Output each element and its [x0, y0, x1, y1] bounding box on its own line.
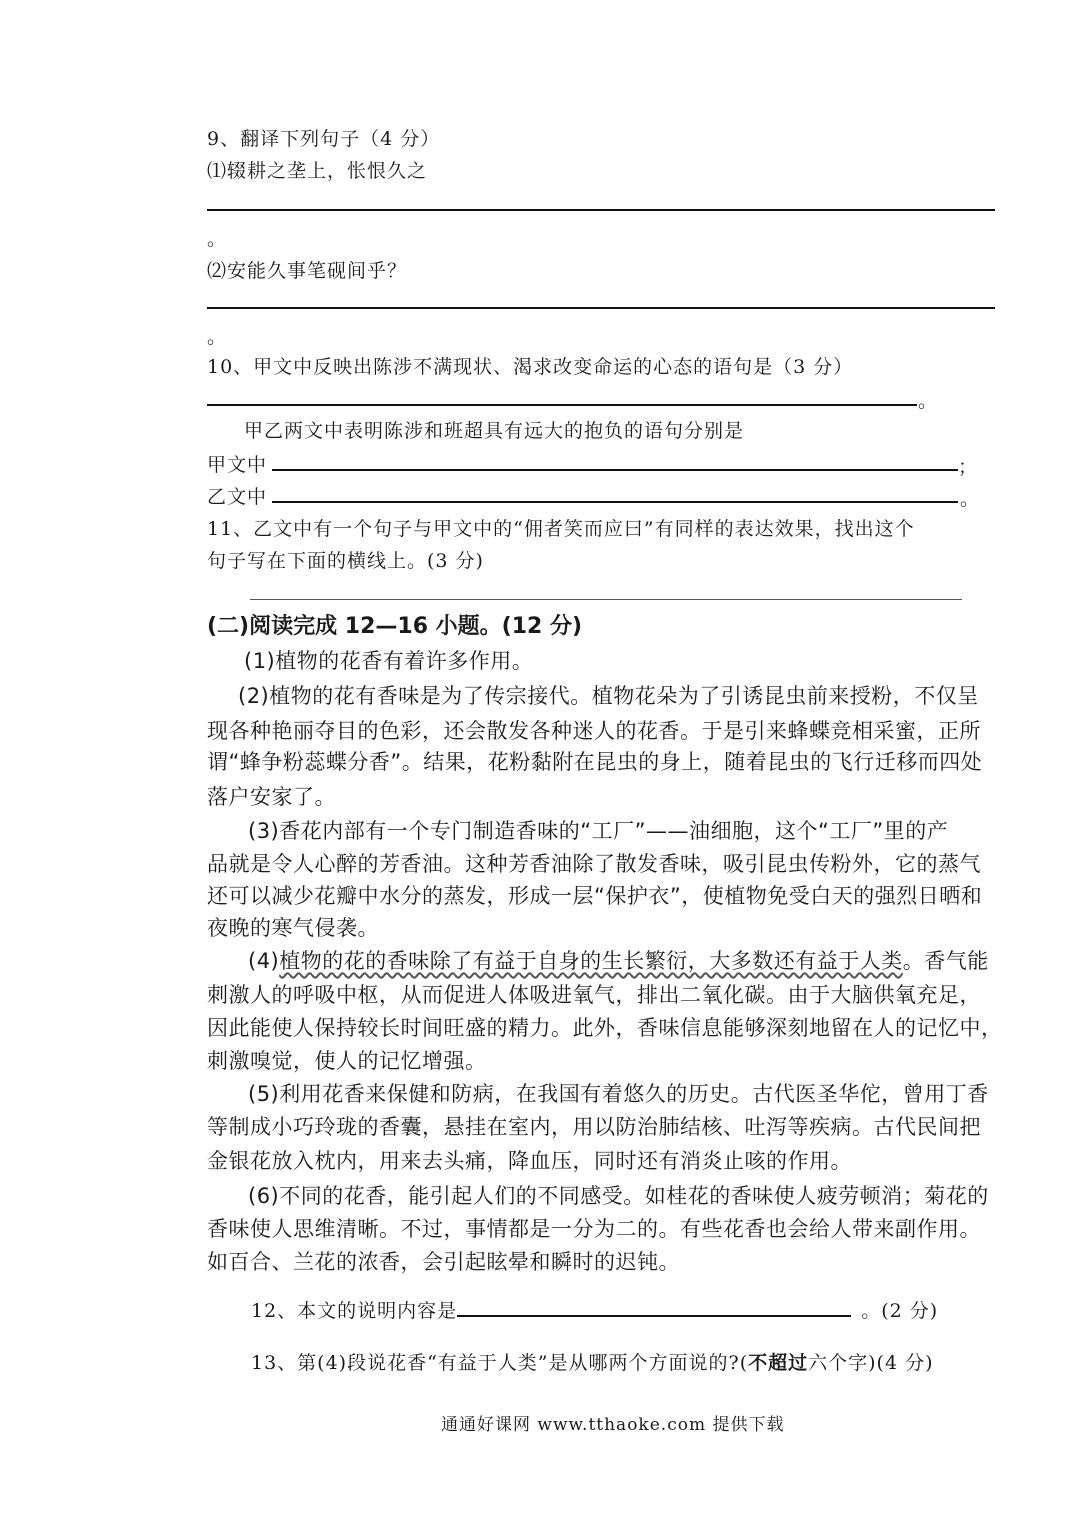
q9-answer-line-2[interactable] [207, 307, 995, 309]
q9-sentence-1: ⑴辍耕之垄上，怅恨久之 [207, 160, 428, 182]
passage-paragraph-5-line: (5)利用花香来保健和防病，在我国有着悠久的历史。古代医圣华佗，曾用丁香 [248, 1082, 989, 1106]
paragraph-4-number: (4) [248, 949, 280, 973]
passage-paragraph-5-line: 等制成小巧玲珑的香囊，悬挂在室内，用以防治肺结核、吐泻等疾病。古代民间把 [207, 1115, 981, 1139]
paragraph-4-underlined-sentence: 植物的花的香味除了有益于自身的生长繁衍，大多数还有益于人类 [279, 949, 903, 973]
q11-line-2: 句子写在下面的横线上。(3 分) [207, 550, 484, 572]
page-footer: 通通好课网 www.tthaoke.com 提供下载 [441, 1415, 785, 1435]
passage-paragraph-3-line: (3)香花内部有一个专门制造香味的“工厂”——油细胞，这个“工厂”里的产 [248, 819, 949, 843]
passage-paragraph-3-line: 还可以减少花瓣中水分的蒸发，形成一层“保护衣”，使植物免受白天的强烈日晒和 [207, 884, 983, 908]
passage-paragraph-1: (1)植物的花香有着许多作用。 [244, 649, 534, 673]
passage-paragraph-4-line: 刺激嗅觉，使人的记忆增强。 [207, 1049, 487, 1073]
passage-paragraph-3-line: 品就是令人心醉的芳香油。这种芳香油除了散发香味，吸引昆虫传粉外，它的蒸气 [207, 852, 981, 876]
section-2-heading: (二)阅读完成 12—16 小题。(12 分) [207, 614, 583, 639]
passage-paragraph-4-line [248, 945, 989, 975]
passage-paragraph-2-line: 现各种艳丽夺目的色彩，还会散发各种迷人的花香。于是引来蜂蝶竞相采蜜，正所 [207, 719, 981, 743]
passage-paragraph-3-line: 夜晚的寒气侵袭。 [207, 916, 379, 940]
q11-line-1: 11、乙文中有一个句子与甲文中的“佣者笑而应曰”有同样的表达效果，找出这个 [207, 518, 915, 540]
q10-yi-end: 。 [960, 488, 981, 510]
q13-line [251, 1348, 934, 1375]
q10-title: 10、甲文中反映出陈涉不满现状、渴求改变命运的心态的语句是（3 分） [207, 356, 854, 378]
passage-paragraph-6-line: 如百合、兰花的浓香，会引起眩晕和瞬时的迟钝。 [207, 1250, 680, 1274]
q10-answer-line[interactable] [207, 404, 917, 406]
q10-yi-answer-line[interactable] [272, 501, 958, 503]
q13-bold-constraint: 不超过 [748, 1352, 809, 1374]
q10-jia-answer-line[interactable] [272, 469, 958, 471]
q9-sentence-2: ⑵安能久事笔砚间乎？ [207, 260, 408, 282]
q12-answer-blank[interactable] [457, 1297, 851, 1317]
paragraph-4-continuation: 。香气能 [902, 949, 989, 973]
q10-sub-question: 甲乙两文中表明陈涉和班超具有远大的抱负的语句分别是 [244, 420, 745, 442]
q10-jia-label: 甲文中 [207, 454, 268, 476]
q9-end-mark-1: 。 [207, 228, 228, 250]
passage-paragraph-4-line: 因此能使人保持较长时间旺盛的精力。此外，香味信息能够深刻地留在人的记忆中， [207, 1016, 1003, 1040]
passage-paragraph-6-line: 香味使人思维清晰。不过，事情都是一分为二的。有些花香也会给人带来副作用。 [207, 1217, 981, 1241]
passage-paragraph-2-line: (2)植物的花有香味是为了传宗接代。植物花朵为了引诱昆虫前来授粉，不仅呈 [238, 684, 979, 708]
passage-paragraph-6-line: (6)不同的花香，能引起人们的不同感受。如桂花的香味使人疲劳顿消；菊花的 [248, 1184, 989, 1208]
q10-end-mark: 。 [918, 390, 939, 412]
passage-paragraph-4-line: 刺激人的呼吸中枢，从而促进人体吸进氧气，排出二氧化碳。由于大脑供氧充足， [207, 983, 981, 1007]
passage-paragraph-2-line: 落户安家了。 [207, 785, 336, 809]
q12-line [251, 1296, 938, 1323]
q10-jia-end: ； [958, 456, 979, 478]
q13-prefix: 13、第(4)段说花香“有益于人类”是从哪两个方面说的?( [251, 1352, 749, 1374]
q12-suffix: 。(2 分) [861, 1300, 939, 1322]
q9-end-mark-2: 。 [207, 326, 228, 348]
q12-prefix: 12、本文的说明内容是 [251, 1300, 458, 1322]
q9-answer-line-1[interactable] [207, 209, 995, 211]
q11-answer-line[interactable] [250, 599, 962, 600]
passage-paragraph-2-line: 谓“蜂争粉蕊蝶分香”。结果，花粉黏附在昆虫的身上，随着昆虫的飞行迁移而四处 [207, 750, 983, 774]
q9-title: 9、翻译下列句子（4 分） [207, 128, 441, 150]
q13-suffix: 六个字)(4 分) [808, 1352, 934, 1374]
q10-yi-label: 乙文中 [207, 486, 268, 508]
passage-paragraph-5-line: 金银花放入枕内，用来去头痛，降血压，同时还有消炎止咳的作用。 [207, 1149, 852, 1173]
